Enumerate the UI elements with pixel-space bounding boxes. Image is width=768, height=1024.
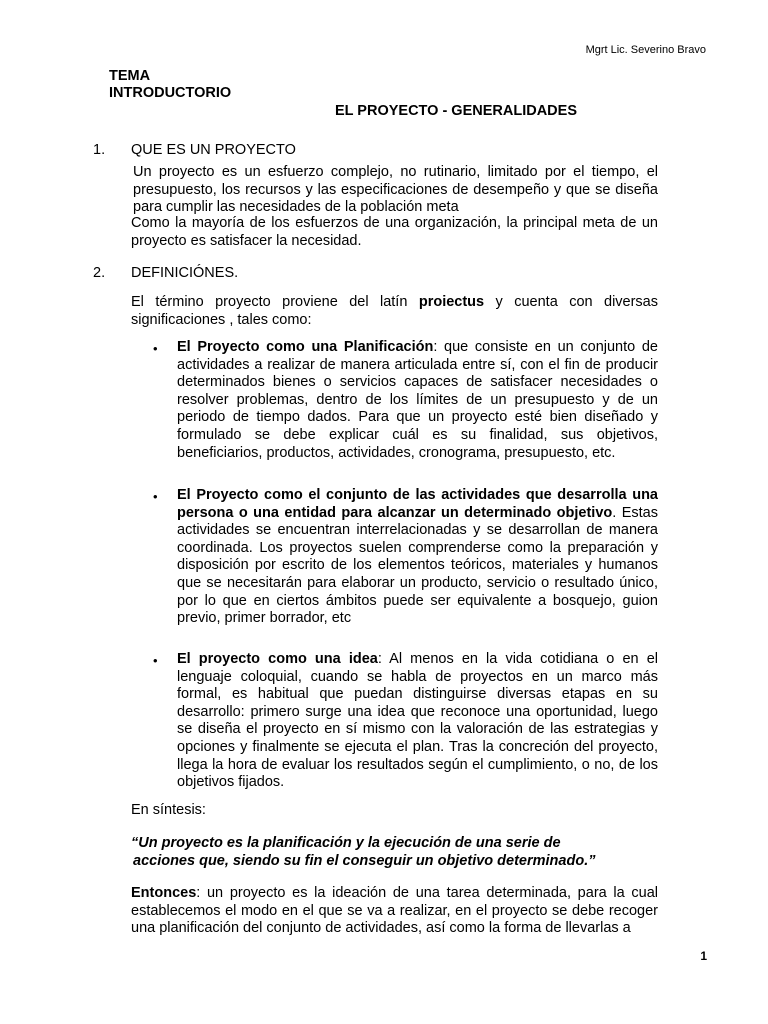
- section1-paragraph2: Como la mayoría de los esfuerzos de una organización, la principal meta de un proyecto es satisfacer la necesidad.: [131, 215, 658, 249]
- entonces-body: : un proyecto es la ideación de una tarea determinada, para la cual establecemos el modo en el que se va a realizar, en el proyecto se debe recoger una planificación del conjunto de actividades, así como la forma de llevarlas a: [131, 885, 658, 937]
- quote-line1: “Un proyecto es la planificación y la ejecución de una serie de: [131, 835, 561, 851]
- section2-intro: [131, 294, 658, 329]
- tema-line2: INTRODUCTORIO: [109, 85, 232, 101]
- section1-number: 1.: [93, 142, 106, 158]
- intro-latin-term: proiectus: [418, 294, 485, 310]
- intro-text-before: El término proyecto proviene del latín: [131, 294, 419, 310]
- page-title: [0, 103, 768, 119]
- bullet-marker: •: [153, 489, 158, 504]
- entonces-label: Entonces: [131, 885, 197, 901]
- header-author: Mgrt Lic. Severino Bravo: [585, 44, 706, 56]
- bullet-bold-label: El Proyecto como el conjunto de las actividades que desarrolla una persona o una entidad para alcanzar un determinado objetivo: [177, 487, 658, 521]
- bullet-item-planificacion: [177, 339, 658, 462]
- bullet-body: . Estas actividades se encuentran interrelacionadas y se desarrollan de manera coordinada. Los proyectos suelen comprenderse como la preparación y disposición por escrito de los elementos teóricos, materiales y humanos que se necesitarán para elaborar un producto, servicio o resultado único, por lo que en ciertos ámbitos puede ser equivalente a bosquejo, guion previo, primer borrador, etc: [177, 504, 659, 627]
- bullet-marker: •: [153, 653, 158, 668]
- synthesis-label: En síntesis:: [131, 802, 206, 818]
- entonces-paragraph: [131, 885, 658, 938]
- bullet-bold-label: El Proyecto como una Planificación: [177, 339, 434, 355]
- section1-heading: QUE ES UN PROYECTO: [131, 142, 296, 158]
- bullet-item-actividades: [177, 487, 658, 628]
- intro-text-after: y cuenta con diversas significaciones , tales como:: [131, 294, 658, 328]
- section2-heading: DEFINICIÓNES.: [131, 265, 239, 281]
- page-number: 1: [700, 949, 707, 963]
- bullet-body: : que consiste en un conjunto de actividades a realizar de manera articulada entre sí, con el fin de producir determinados bienes o servicios capaces de satisfacer necesidades o resolver problemas, dentro de los límites de un presupuesto y de un periodo de tiempo dados. Para que un proyecto esté bien diseñado y formulado se debe explicar cuál es su finalidad, sus objetivos, beneficiarios, productos, actividades, cronograma, presupuesto, etc.: [177, 339, 658, 461]
- tema-line1: TEMA: [109, 68, 151, 84]
- bullet-bold-label: El proyecto como una idea: [177, 651, 378, 667]
- tema-label: [109, 68, 231, 102]
- page-title-text: EL PROYECTO - GENERALIDADES: [335, 103, 577, 119]
- bullet-body: : Al menos en la vida cotidiana o en el lenguaje coloquial, cuando se habla de proyectos en un marco más formal, es habitual que puedan distinguirse diversas etapas en su desarrollo: primero surge una idea que reconoce una oportunidad, luego se diseña el proyecto en sí mismo con la valoración de las estrategias y opciones y finalmente se ejecuta el plan. Tras la concreción del proyecto, llega la hora de evaluar los resultados según el cumplimiento, o no, de los objetivos fijados.: [177, 651, 659, 791]
- bullet-marker: •: [153, 341, 158, 356]
- section1-paragraph1: Un proyecto es un esfuerzo complejo, no rutinario, limitado por el tiempo, el presupuesto, los recursos y las especificaciones de desempeño y que se diseña para cumplir las necesidades de la población meta: [133, 164, 658, 216]
- section2-number: 2.: [93, 265, 106, 281]
- quote-line2: acciones que, siendo su fin el conseguir un objetivo determinado.”: [133, 853, 596, 869]
- bullet-item-idea: [177, 651, 658, 792]
